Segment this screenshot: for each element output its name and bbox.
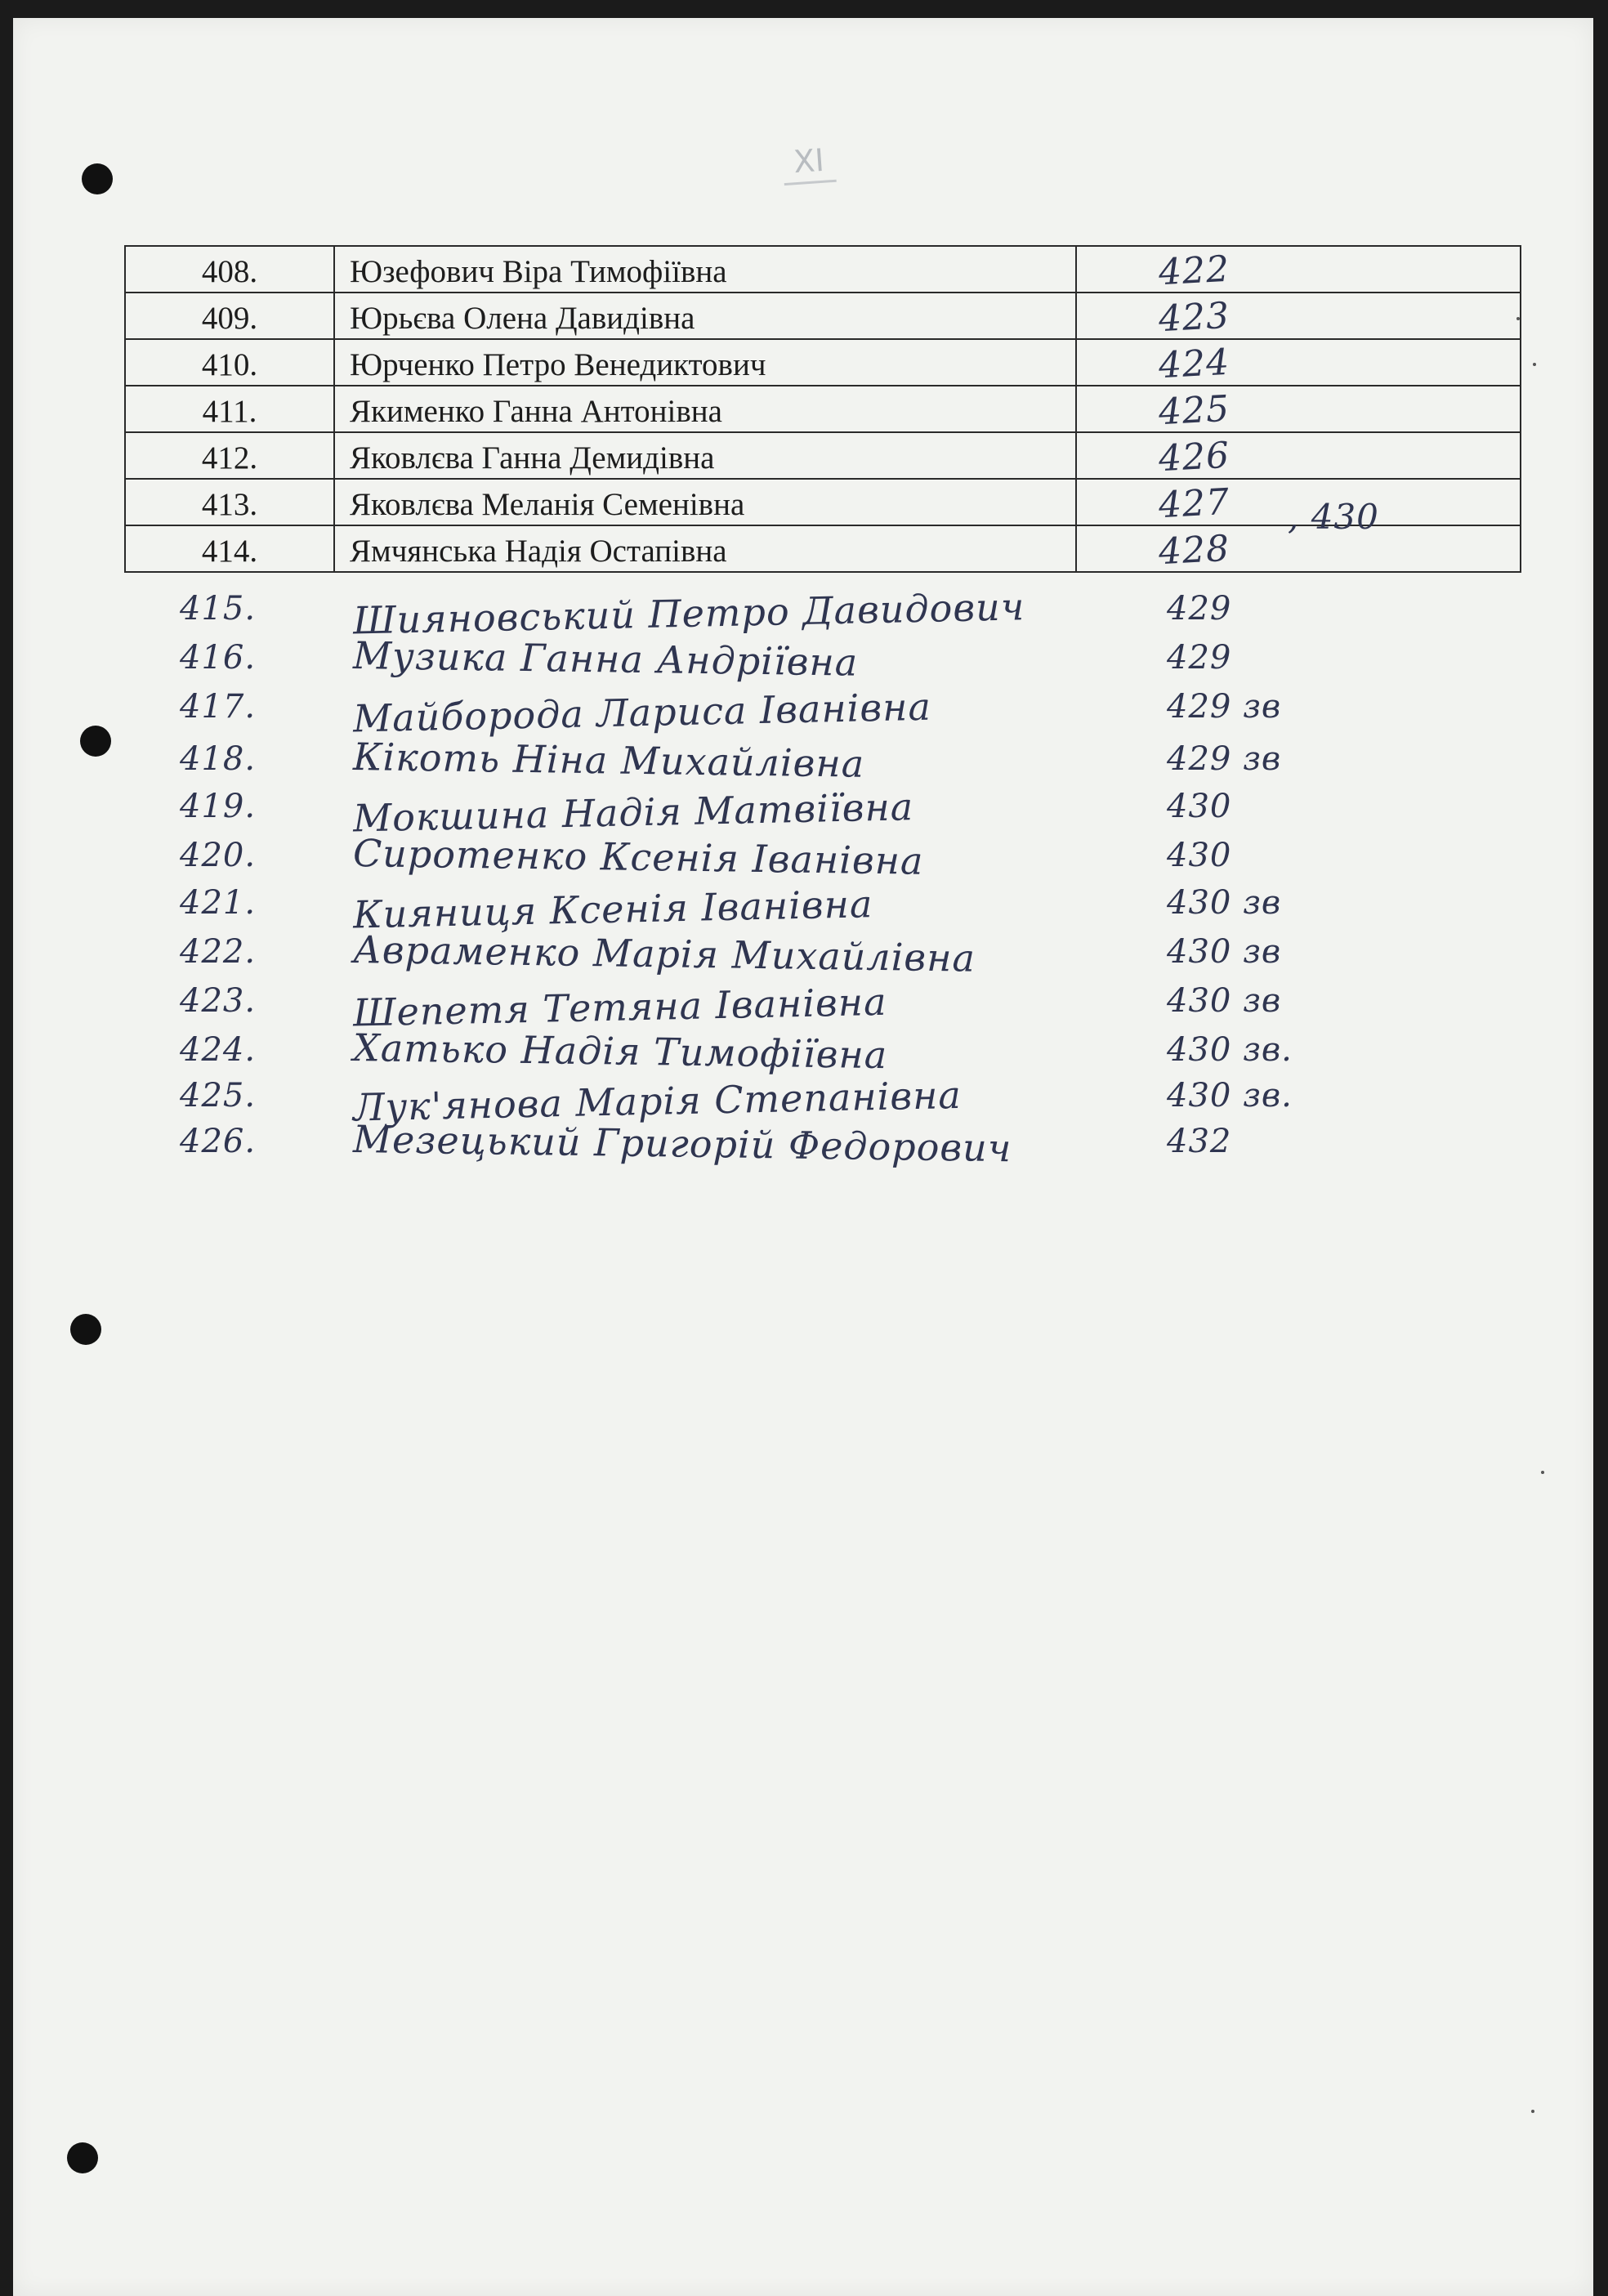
table-row <box>125 386 1521 432</box>
row-number: 414. <box>125 525 334 572</box>
row-number: 423. <box>180 982 257 1020</box>
speck <box>1533 363 1536 366</box>
row-number: 424. <box>180 1031 257 1069</box>
punch-hole-1 <box>82 163 113 194</box>
punch-hole-3 <box>70 1314 101 1345</box>
extra-code-note: , 430 <box>1288 497 1379 537</box>
record-code: 429 <box>1167 639 1232 677</box>
person-name: Юрченко Петро Венедиктович <box>334 339 1076 386</box>
row-number: 422. <box>180 933 257 971</box>
person-name: Авраменко Марія Михайлівна <box>352 927 976 980</box>
punch-hole-4 <box>67 2142 98 2173</box>
row-number: 426. <box>180 1123 257 1160</box>
table-row <box>125 293 1521 339</box>
row-number: 411. <box>125 386 334 432</box>
record-code: 426 <box>1076 432 1521 479</box>
person-name: Мокшина Надія Матвіївна <box>352 784 914 841</box>
record-code: 424 <box>1076 339 1521 386</box>
record-code: 427 <box>1076 479 1521 525</box>
person-name: Майборода Лариса Іванівна <box>352 684 932 741</box>
record-code: 430 зв <box>1167 884 1282 922</box>
row-number: 410. <box>125 339 334 386</box>
row-number: 408. <box>125 246 334 293</box>
record-code: 430 зв. <box>1167 1031 1293 1069</box>
row-number: 417. <box>180 688 257 726</box>
record-code: 425 <box>1076 386 1521 432</box>
person-name: Сиротенко Ксенія Іванівна <box>352 831 924 883</box>
record-code: 422 <box>1076 246 1521 293</box>
row-number: 413. <box>125 479 334 525</box>
table-row <box>125 339 1521 386</box>
speck <box>1531 2110 1534 2113</box>
record-code: 428 <box>1076 525 1521 572</box>
table-row <box>125 246 1521 293</box>
row-number: 420. <box>180 837 257 874</box>
row-number: 421. <box>180 884 257 922</box>
row-number: 412. <box>125 432 334 479</box>
person-name: Якименко Ганна Антонівна <box>334 386 1076 432</box>
record-code: 429 <box>1167 590 1232 628</box>
person-name: Юрьєва Олена Давидівна <box>334 293 1076 339</box>
record-code: 430 <box>1167 837 1232 874</box>
speck <box>1541 1471 1544 1474</box>
page-stamp: XI <box>781 139 837 185</box>
person-name: Шепетя Тетяна Іванівна <box>352 979 888 1035</box>
person-name: Юзефович Віра Тимофіївна <box>334 246 1076 293</box>
person-name: Кияниця Ксенія Іванівна <box>352 882 873 937</box>
record-code: 430 <box>1167 788 1232 825</box>
person-name: Лук'янова Марія Степанівна <box>352 1072 963 1130</box>
person-name: Мезецький Григорій Федорович <box>352 1117 1012 1171</box>
record-code: 432 <box>1167 1123 1232 1160</box>
person-name: Яковлєва Меланія Семенівна <box>334 479 1076 525</box>
table-row <box>125 432 1521 479</box>
row-number: 409. <box>125 293 334 339</box>
record-code: 429 зв <box>1167 740 1282 778</box>
record-code: 429 зв <box>1167 688 1282 726</box>
document-page <box>13 18 1593 2296</box>
row-number: 416. <box>180 639 257 677</box>
row-number: 418. <box>180 740 257 778</box>
person-name: Ямчянська Надія Остапівна <box>334 525 1076 572</box>
punch-hole-2 <box>80 726 111 757</box>
record-code: 430 зв <box>1167 982 1282 1020</box>
person-name: Шияновський Петро Давидович <box>352 584 1025 643</box>
person-name: Кікоть Ніна Михайлівна <box>352 735 865 786</box>
record-code: 423 <box>1076 293 1521 339</box>
person-name: Музика Ганна Андріївна <box>352 633 859 685</box>
person-name: Хатько Надія Тимофіївна <box>352 1025 888 1078</box>
person-name: Яковлєва Ганна Демидівна <box>334 432 1076 479</box>
record-code: 430 зв. <box>1167 1077 1293 1114</box>
row-number: 419. <box>180 788 257 825</box>
row-number: 415. <box>180 590 257 628</box>
record-code: 430 зв <box>1167 933 1282 971</box>
row-number: 425. <box>180 1077 257 1114</box>
